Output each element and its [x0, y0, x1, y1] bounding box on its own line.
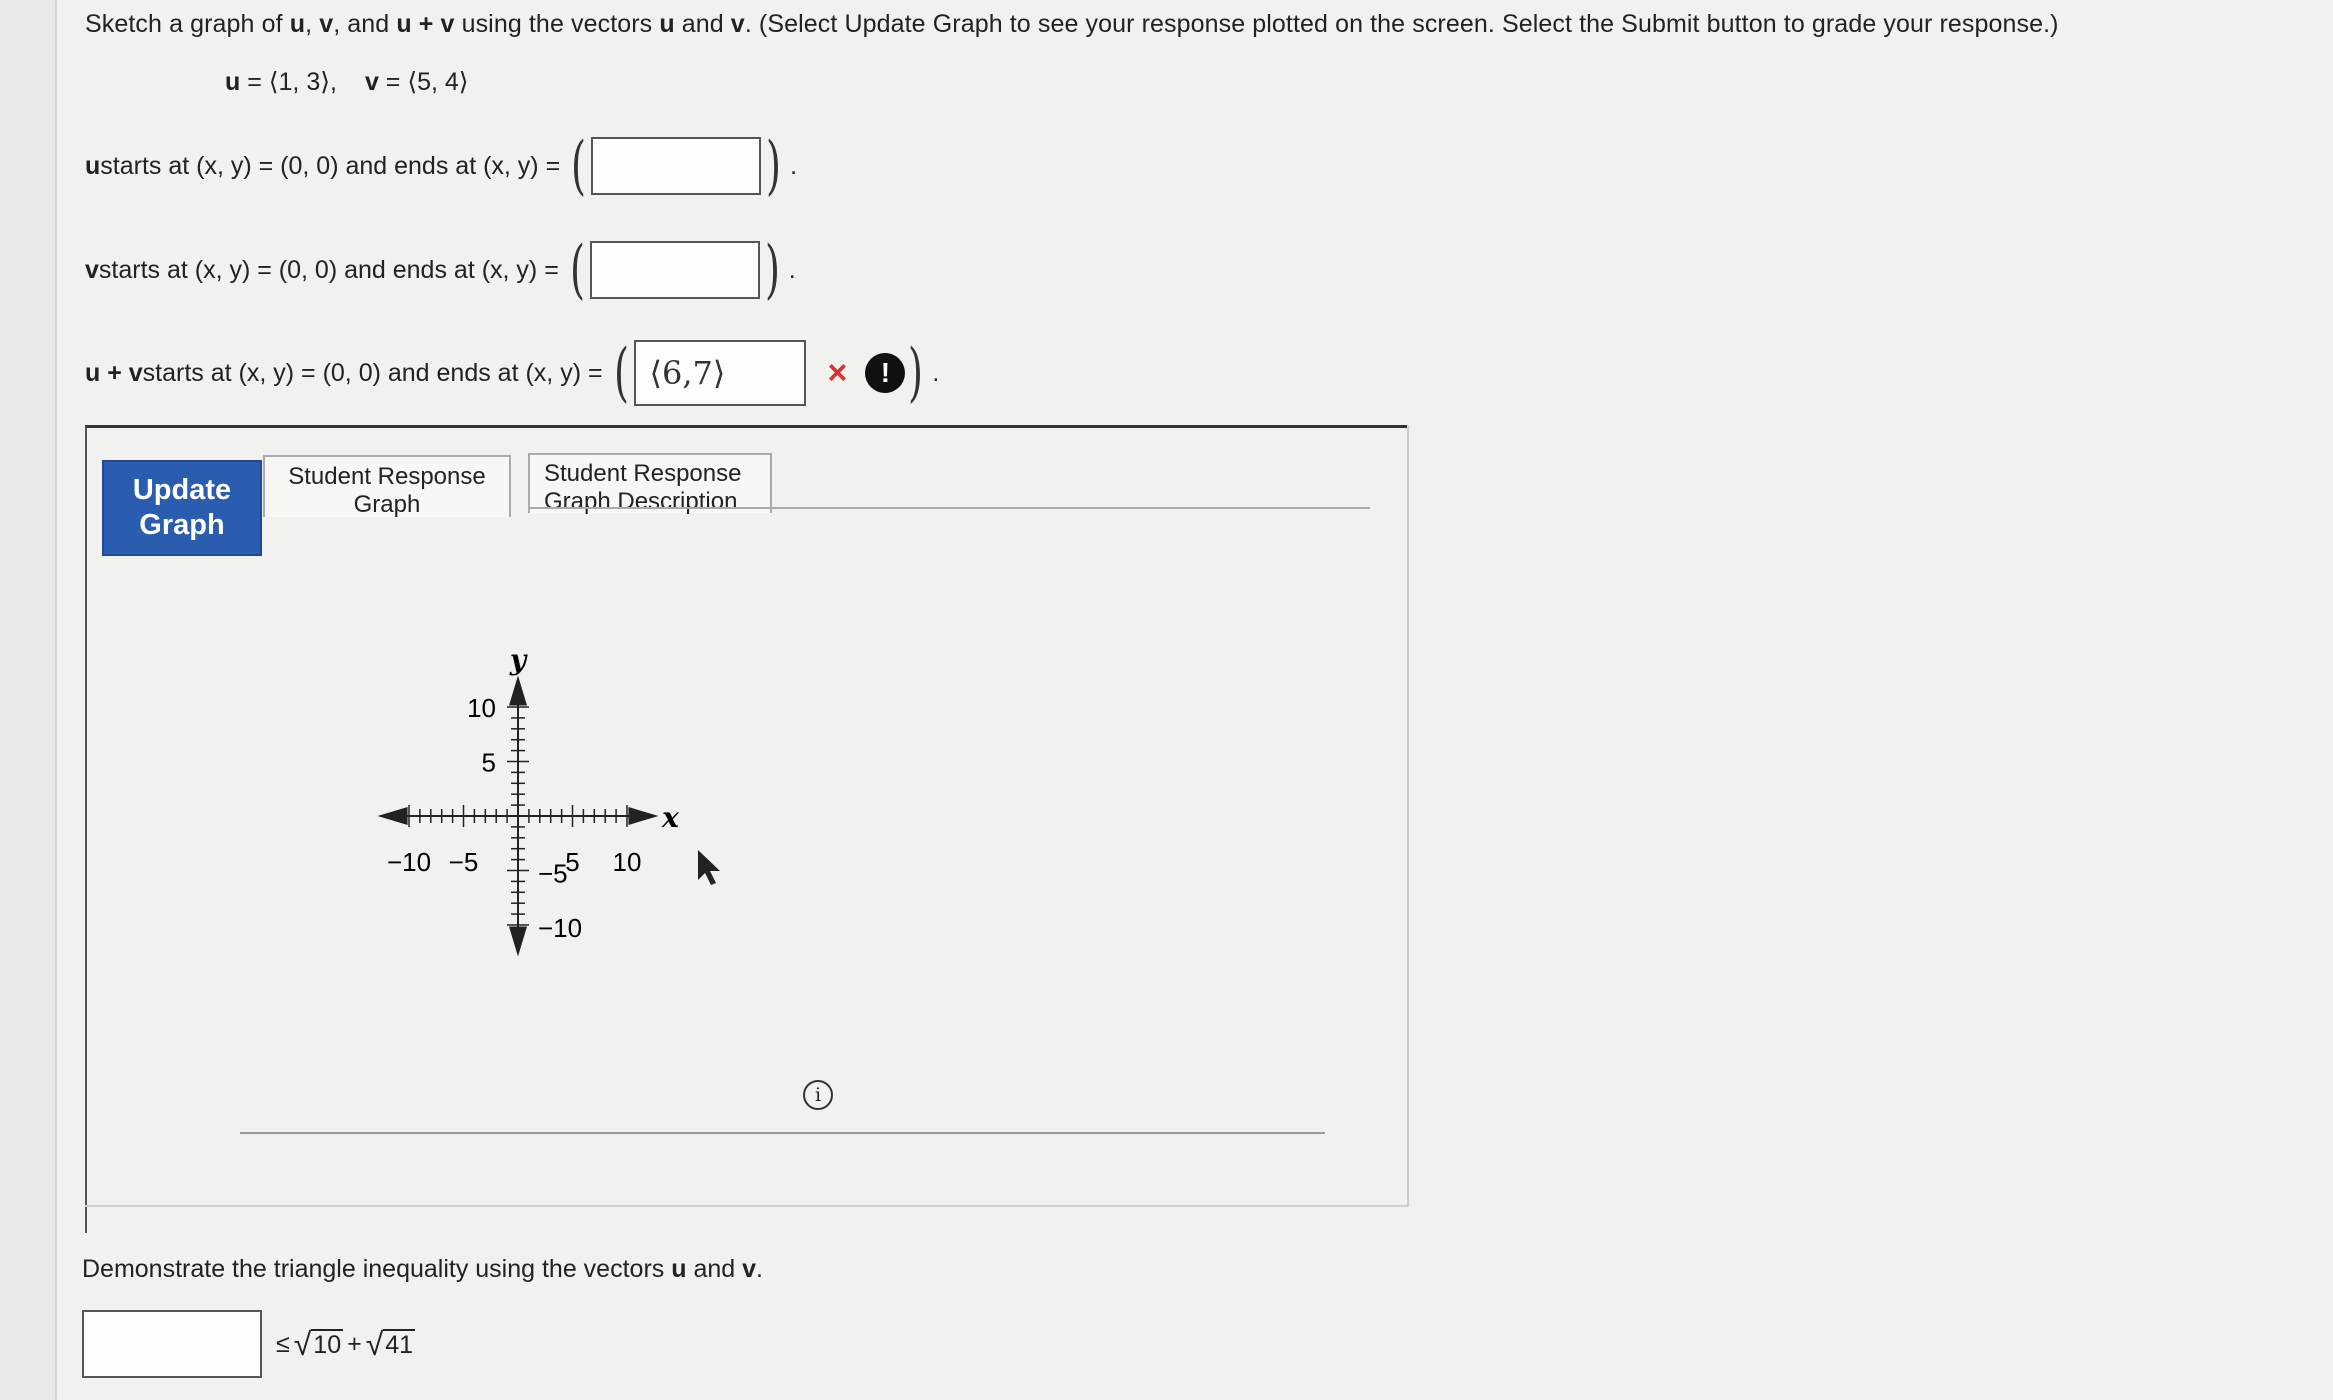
close-paren: )	[766, 129, 782, 203]
prompt-vector-v: v	[742, 1255, 757, 1283]
x-tick-label: −10	[386, 847, 432, 877]
u-endpoint-row	[85, 129, 798, 203]
mouse-cursor-icon	[698, 850, 720, 885]
graph-bottom-divider	[240, 1132, 1325, 1134]
tab-divider	[528, 507, 1370, 509]
plus-symbol: +	[347, 1329, 362, 1358]
question-prompt	[85, 10, 2059, 39]
y-tick-label: −10	[538, 913, 583, 943]
prompt-vector-v: v	[730, 10, 745, 38]
v-endpoint-row	[85, 233, 796, 307]
y-axis-top-arrow	[509, 676, 527, 706]
leq-symbol: ≤	[276, 1329, 290, 1358]
sum-endpoint-input[interactable]: ⟨6,7⟩	[634, 340, 806, 406]
update-graph-button[interactable]	[102, 460, 262, 556]
y-axis-bottom-arrow	[509, 926, 527, 956]
row-text: starts at (x, y) = (0, 0) and ends at (x, y) =	[98, 255, 559, 284]
open-paren: (	[613, 336, 629, 410]
triangle-inequality-row	[82, 1310, 419, 1378]
prompt-vector-u: u	[671, 1255, 687, 1283]
x-tick-label: −5	[448, 847, 479, 877]
v-label: v	[364, 68, 379, 96]
tab-label: Student Response	[288, 463, 486, 490]
triangle-prompt	[82, 1255, 763, 1284]
u-definition: = ⟨1, 3⟩,	[240, 68, 337, 96]
update-graph-label: Update	[132, 474, 232, 506]
tab-label: Graph Description	[544, 488, 738, 515]
row-vector-label: u + v	[85, 358, 143, 387]
period: .	[932, 358, 940, 387]
x-axis-right-arrow	[628, 807, 658, 825]
x-tick-label: 5	[565, 847, 580, 877]
tab-label: Graph	[353, 491, 421, 518]
open-paren: (	[571, 129, 587, 203]
tab-student-response-description[interactable]	[528, 453, 772, 513]
row-vector-label: u	[85, 151, 101, 180]
prompt-text: Demonstrate the triangle inequality using the vectors	[82, 1255, 672, 1283]
period: .	[790, 151, 798, 180]
sqrt-radicand: 10	[313, 1331, 342, 1359]
vector-definitions	[225, 67, 469, 97]
u-endpoint-input[interactable]	[591, 137, 761, 195]
x-axis-left-arrow	[378, 807, 408, 825]
sum-endpoint-row	[85, 336, 940, 410]
tab-label: Student Response	[544, 460, 742, 487]
x-axis-label: x	[662, 801, 679, 834]
prompt-text: Sketch a graph of	[85, 10, 290, 38]
tab-student-response-graph[interactable]	[263, 455, 511, 517]
prompt-text: .	[756, 1255, 763, 1283]
v-definition: = ⟨5, 4⟩	[378, 68, 469, 96]
x-tick-label: 10	[612, 847, 642, 877]
prompt-text: ,	[305, 10, 320, 38]
prompt-vector-u: u	[659, 10, 675, 38]
close-paren: )	[764, 233, 780, 307]
prompt-vector-v: v	[319, 10, 334, 38]
tick-labels	[387, 644, 679, 943]
period: .	[788, 255, 796, 284]
info-icon[interactable]: i	[803, 1080, 833, 1110]
row-vector-label: v	[85, 255, 99, 284]
prompt-text: and	[674, 10, 731, 38]
y-tick-label: 5	[481, 747, 496, 778]
triangle-answer-input[interactable]	[82, 1310, 262, 1378]
prompt-text: . (Select Update Graph to see your response plotted on the screen. Select the Submit button to grade your response.)	[744, 10, 2059, 38]
open-paren: (	[569, 233, 585, 307]
incorrect-mark-icon: ×	[827, 353, 848, 392]
close-paren: )	[908, 336, 924, 410]
sqrt-radicand: 41	[385, 1331, 414, 1359]
y-tick-label: −5	[538, 858, 568, 889]
prompt-text: using the vectors	[454, 10, 660, 38]
row-text: starts at (x, y) = (0, 0) and ends at (x, y) =	[100, 151, 561, 180]
y-tick-label: 10	[467, 693, 496, 723]
sqrt-term-b: √ 41	[365, 1326, 414, 1362]
alert-icon[interactable]: !	[865, 353, 905, 393]
row-text: starts at (x, y) = (0, 0) and ends at (x, y) =	[142, 358, 603, 387]
coordinate-graph[interactable]	[255, 530, 815, 1090]
prompt-vector-u: u	[289, 10, 306, 38]
prompt-text: , and	[333, 10, 397, 38]
prompt-text: and	[686, 1255, 743, 1283]
update-graph-label: Graph	[139, 509, 225, 541]
u-label: u	[225, 68, 241, 96]
prompt-vector-sum: u + v	[396, 10, 455, 38]
v-endpoint-input[interactable]	[590, 241, 760, 299]
sqrt-term-a: √ 10	[293, 1326, 342, 1362]
y-axis-label: y	[509, 643, 527, 677]
